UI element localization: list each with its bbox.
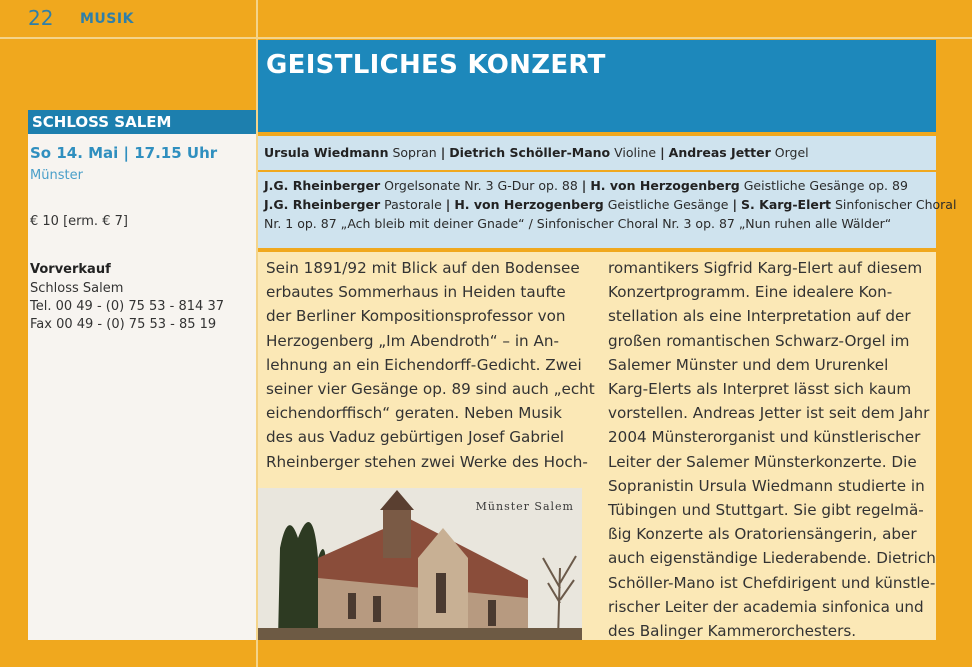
text-line: erbautes Sommerhaus in Heiden taufte (266, 283, 566, 302)
church-photo (258, 488, 582, 640)
text-line: romantikers Sigfrid Karg-Elert auf diesem (608, 259, 923, 277)
work-title: Geistliche Gesänge (607, 197, 729, 212)
composer: J.G. Rheinberger (264, 197, 381, 212)
title-banner (258, 40, 936, 132)
text-line: des aus Vaduz gebürtigen Josef Gabriel (266, 428, 565, 447)
program-line (264, 195, 957, 214)
presale-contact (30, 280, 224, 334)
text-line: des Balinger Kammerorchesters. (608, 622, 857, 641)
text-line: ßig Konzerte als Oratoriensängerin, aber (608, 525, 917, 544)
event-location: Münster (30, 168, 83, 183)
text-line: großen romantischen Schwarz-Orgel im (608, 331, 910, 350)
performer-name: Andreas Jetter (668, 145, 771, 160)
separator: | (440, 145, 446, 160)
event-info-sidebar (28, 110, 256, 640)
work-title: Pastorale (384, 197, 442, 212)
text-line: eichendorffisch“ geraten. Neben Musik (266, 404, 562, 423)
text-line: Salemer Münster und dem Ururenkel (608, 355, 889, 374)
presale-venue: Schloss Salem (30, 281, 124, 296)
text-line: lehnung an ein Eichendorff-Gedicht. Zwei (266, 355, 582, 374)
text-line: Konzertprogramm. Eine idealere Kon- (608, 283, 893, 302)
performer-name: Ursula Wiedmann (264, 145, 389, 160)
performers-bar (258, 136, 936, 170)
header-divider (0, 37, 972, 39)
performer-role: Orgel (774, 145, 809, 160)
text-line: Schöller-Mano ist Chefdirigent und künstle- (608, 573, 936, 592)
work-title: Nr. 1 op. 87 „Ach bleib mit deiner Gnade“ / Sinfonischer Choral Nr. 3 op. 87 „Nun ruhen alle Wälder“ (264, 216, 892, 231)
concert-title: GEISTLICHES KONZERT (266, 50, 606, 80)
text-line: auch eigenständige Liederabende. Dietrich (608, 549, 936, 568)
performer-role: Sopran (392, 145, 437, 160)
page-number: 22 (28, 6, 54, 30)
work-title: Orgelsonate Nr. 3 G-Dur op. 88 (384, 178, 578, 193)
text-line: Tübingen und Stuttgart. Sie gibt regelmä- (608, 501, 924, 520)
separator: | (445, 197, 451, 212)
text-line: 2004 Münsterorganist und künstlerischer (608, 428, 921, 447)
presale-phone: Tel. 00 49 - (0) 75 53 - 814 37 (30, 299, 224, 314)
composer: H. von Herzogenberg (590, 178, 740, 193)
composer: H. von Herzogenberg (454, 197, 604, 212)
text-line: Rheinberger stehen zwei Werke des Hoch- (266, 452, 588, 471)
text-line: stellation als eine Interpretation auf der (608, 307, 911, 326)
ticket-price: € 10 [erm. € 7] (30, 214, 128, 229)
program-line (264, 176, 930, 195)
text-line: seiner vier Gesänge op. 89 sind auch „echt (266, 380, 595, 399)
photo-caption: Münster Salem (475, 500, 574, 513)
work-title: Geistliche Gesänge op. 89 (743, 178, 908, 193)
section-label: MUSIK (80, 11, 134, 27)
text-line: Karg-Elerts als Interpret lässt sich kaum (608, 380, 912, 399)
composer: S. Karg-Elert (741, 197, 831, 212)
program-list (258, 172, 957, 248)
text-line: Sopranistin Ursula Wiedmann studierte in (608, 476, 925, 495)
article-column-2 (608, 256, 938, 643)
text-line: der Berliner Kompositionsprofessor von (266, 307, 566, 326)
composer: J.G. Rheinberger (264, 178, 381, 193)
separator: | (732, 197, 738, 212)
text-line: vorstellen. Andreas Jetter ist seit dem Jahr (608, 404, 930, 423)
work-title: Sinfonischer Choral (834, 197, 957, 212)
event-date-time: So 14. Mai | 17.15 Uhr (30, 144, 218, 162)
performer-name: Dietrich Schöller-Mano (449, 145, 611, 160)
article-column-1 (266, 256, 595, 474)
text-line: Leiter der Salemer Münsterkonzerte. Die (608, 452, 917, 471)
text-line: Sein 1891/92 mit Blick auf den Bodensee (266, 259, 580, 277)
text-line: rischer Leiter der academia sinfonica und (608, 597, 924, 616)
venue-heading: SCHLOSS SALEM (28, 110, 256, 134)
presale-fax: Fax 00 49 - (0) 75 53 - 85 19 (30, 317, 217, 332)
performer-role: Violine (614, 145, 657, 160)
presale-heading: Vorverkauf (30, 262, 111, 277)
text-line: Herzogenberg „Im Abendroth“ – in An- (266, 331, 559, 350)
separator: | (660, 145, 665, 160)
program-line (264, 214, 930, 233)
separator: | (581, 178, 587, 193)
